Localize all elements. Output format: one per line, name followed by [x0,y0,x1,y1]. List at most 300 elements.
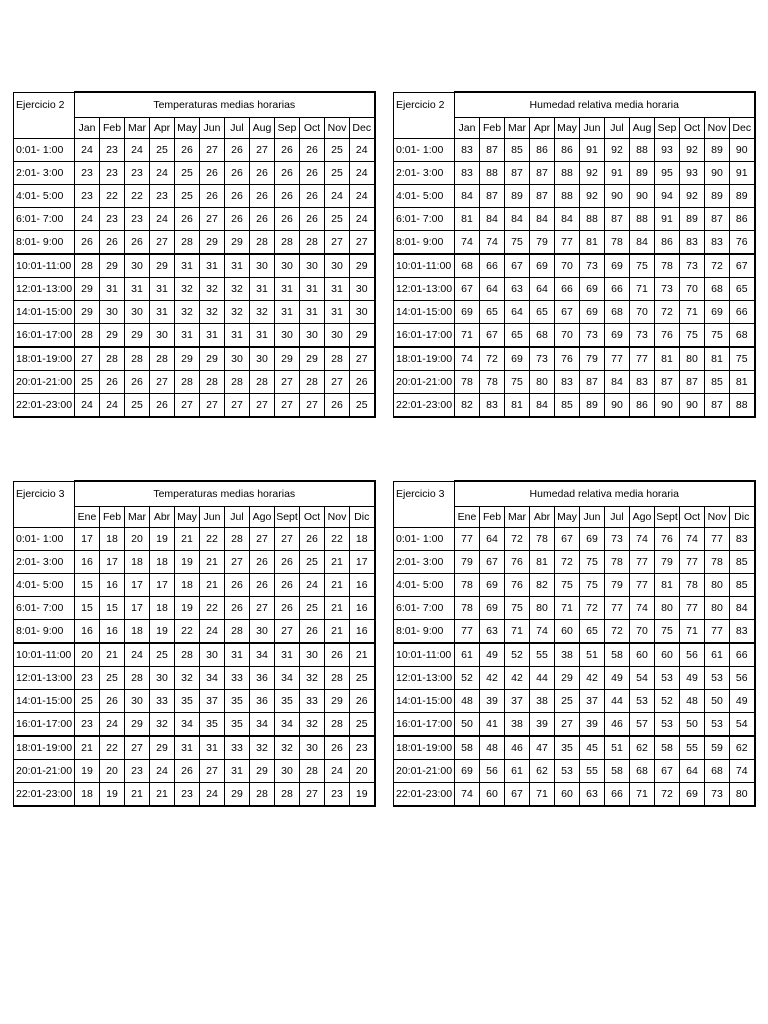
value-cell: 30 [275,760,300,783]
value-cell: 81 [505,394,530,418]
value-cell: 24 [150,162,175,185]
value-cell: 88 [480,162,505,185]
value-cell: 18 [175,574,200,597]
value-cell: 70 [555,254,580,278]
value-cell: 19 [175,551,200,574]
value-cell: 66 [555,278,580,301]
value-cell: 31 [275,301,300,324]
value-cell: 16 [350,597,375,620]
value-cell: 24 [75,208,100,231]
value-cell: 91 [730,162,755,185]
value-cell: 23 [75,185,100,208]
value-cell: 25 [350,667,375,690]
value-cell: 32 [300,713,325,737]
value-cell: 23 [125,760,150,783]
table-row [14,139,375,162]
month-header: Jun [580,118,605,139]
value-cell: 30 [350,301,375,324]
month-header: Jul [605,507,630,528]
value-cell: 64 [530,278,555,301]
value-cell: 21 [325,597,350,620]
value-cell: 93 [680,162,705,185]
value-cell: 32 [225,278,250,301]
value-cell: 32 [275,736,300,760]
value-cell: 25 [300,597,325,620]
value-cell: 21 [325,620,350,644]
value-cell: 53 [705,667,730,690]
value-cell: 39 [480,690,505,713]
hour-label: 2:01- 3:00 [14,551,75,574]
hour-label: 8:01- 9:00 [394,231,455,255]
value-cell: 73 [680,254,705,278]
value-cell: 71 [680,620,705,644]
value-cell: 55 [580,760,605,783]
value-cell: 17 [75,528,100,551]
value-cell: 77 [705,620,730,644]
value-cell: 29 [300,347,325,371]
value-cell: 31 [275,278,300,301]
value-cell: 18 [100,528,125,551]
value-cell: 75 [555,574,580,597]
value-cell: 84 [730,597,755,620]
value-cell: 29 [75,278,100,301]
value-cell: 74 [455,231,480,255]
value-cell: 80 [705,574,730,597]
table-row [394,347,755,371]
value-cell: 39 [530,713,555,737]
value-cell: 25 [125,394,150,418]
table-row [394,301,755,324]
value-cell: 54 [630,667,655,690]
value-cell: 35 [555,736,580,760]
value-cell: 87 [580,371,605,394]
value-cell: 27 [250,394,275,418]
value-cell: 78 [605,231,630,255]
value-cell: 26 [175,208,200,231]
value-cell: 26 [75,231,100,255]
table-row [394,783,755,807]
value-cell: 86 [530,139,555,162]
value-cell: 78 [480,371,505,394]
month-header: Oct [680,118,705,139]
value-cell: 31 [325,278,350,301]
value-cell: 24 [75,394,100,418]
value-cell: 90 [605,394,630,418]
value-cell: 27 [200,208,225,231]
value-cell: 18 [150,597,175,620]
value-cell: 26 [275,185,300,208]
value-cell: 65 [730,278,755,301]
table-row [14,371,375,394]
value-cell: 64 [480,528,505,551]
value-cell: 28 [125,347,150,371]
value-cell: 25 [555,690,580,713]
value-cell: 87 [505,162,530,185]
value-cell: 25 [300,551,325,574]
month-header: Feb [100,507,125,528]
value-cell: 31 [250,278,275,301]
value-cell: 19 [150,620,175,644]
value-cell: 81 [730,371,755,394]
value-cell: 31 [325,301,350,324]
value-cell: 89 [730,185,755,208]
value-cell: 21 [325,574,350,597]
value-cell: 28 [250,371,275,394]
value-cell: 25 [175,162,200,185]
value-cell: 72 [480,347,505,371]
hour-label: 18:01-19:00 [14,347,75,371]
value-cell: 26 [250,551,275,574]
value-cell: 16 [350,620,375,644]
value-cell: 89 [580,394,605,418]
value-cell: 48 [680,690,705,713]
value-cell: 26 [300,139,325,162]
value-cell: 89 [630,162,655,185]
value-cell: 75 [505,231,530,255]
value-cell: 61 [705,643,730,667]
value-cell: 32 [225,301,250,324]
value-cell: 27 [325,231,350,255]
value-cell: 17 [125,597,150,620]
value-cell: 66 [605,278,630,301]
value-cell: 85 [730,551,755,574]
value-cell: 26 [275,597,300,620]
value-cell: 65 [480,301,505,324]
value-cell: 89 [705,139,730,162]
value-cell: 21 [200,574,225,597]
month-header: May [555,118,580,139]
value-cell: 87 [530,162,555,185]
table-row [394,667,755,690]
month-header: Mar [505,118,530,139]
value-cell: 68 [455,254,480,278]
value-cell: 31 [225,760,250,783]
value-cell: 19 [100,783,125,807]
value-cell: 26 [200,162,225,185]
value-cell: 30 [125,690,150,713]
table-row [14,597,375,620]
value-cell: 18 [75,783,100,807]
value-cell: 28 [300,371,325,394]
hour-label: 12:01-13:00 [14,278,75,301]
hour-label: 6:01- 7:00 [14,597,75,620]
value-cell: 73 [655,278,680,301]
value-cell: 76 [555,347,580,371]
month-header: Aug [630,118,655,139]
value-cell: 90 [680,394,705,418]
value-cell: 26 [225,185,250,208]
value-cell: 75 [505,371,530,394]
value-cell: 26 [225,574,250,597]
value-cell: 27 [555,713,580,737]
value-cell: 77 [455,528,480,551]
hour-label: 6:01- 7:00 [14,208,75,231]
table-row [14,736,375,760]
month-header: Feb [100,118,125,139]
value-cell: 92 [605,139,630,162]
table-row [394,371,755,394]
value-cell: 26 [300,208,325,231]
hour-label: 18:01-19:00 [394,347,455,371]
value-cell: 77 [605,597,630,620]
value-cell: 29 [150,254,175,278]
value-cell: 26 [275,551,300,574]
value-cell: 84 [480,208,505,231]
table-row [394,760,755,783]
value-cell: 26 [175,139,200,162]
month-header: Sept [275,507,300,528]
hour-label: 22:01-23:00 [394,783,455,807]
value-cell: 28 [175,231,200,255]
value-cell: 80 [730,783,755,807]
month-header: Oct [300,118,325,139]
table-row [14,208,375,231]
value-cell: 21 [350,643,375,667]
value-cell: 21 [125,783,150,807]
value-cell: 78 [455,574,480,597]
value-cell: 49 [680,667,705,690]
exercise-label: Ejercicio 2 [14,92,75,118]
value-cell: 23 [150,185,175,208]
value-cell: 77 [680,597,705,620]
value-cell: 17 [350,551,375,574]
value-cell: 68 [705,278,730,301]
value-cell: 81 [655,347,680,371]
value-cell: 70 [680,278,705,301]
value-cell: 24 [150,760,175,783]
value-cell: 72 [580,597,605,620]
value-cell: 35 [175,690,200,713]
value-cell: 71 [630,783,655,807]
hour-label: 16:01-17:00 [14,324,75,348]
value-cell: 60 [555,620,580,644]
value-cell: 26 [275,574,300,597]
value-cell: 31 [250,324,275,348]
table-row [394,162,755,185]
value-cell: 67 [505,254,530,278]
value-cell: 31 [200,254,225,278]
hour-label: 12:01-13:00 [394,667,455,690]
table-row [394,690,755,713]
value-cell: 91 [580,139,605,162]
value-cell: 24 [125,139,150,162]
value-cell: 89 [680,208,705,231]
value-cell: 33 [150,690,175,713]
value-cell: 31 [125,278,150,301]
value-cell: 17 [125,574,150,597]
value-cell: 51 [605,736,630,760]
table-row [14,185,375,208]
table-row [14,551,375,574]
value-cell: 79 [605,574,630,597]
value-cell: 27 [75,347,100,371]
hour-label: 20:01-21:00 [14,760,75,783]
header-corner [14,118,75,139]
value-cell: 90 [705,162,730,185]
value-cell: 64 [480,278,505,301]
value-cell: 35 [200,713,225,737]
value-cell: 28 [250,783,275,807]
value-cell: 52 [655,690,680,713]
value-cell: 36 [250,690,275,713]
value-cell: 69 [705,301,730,324]
value-cell: 68 [630,760,655,783]
value-cell: 75 [580,551,605,574]
value-cell: 91 [655,208,680,231]
value-cell: 74 [630,597,655,620]
value-cell: 30 [275,254,300,278]
value-cell: 19 [350,783,375,807]
value-cell: 32 [175,278,200,301]
value-cell: 86 [555,139,580,162]
value-cell: 26 [225,162,250,185]
value-cell: 44 [530,667,555,690]
value-cell: 27 [275,528,300,551]
value-cell: 30 [250,254,275,278]
value-cell: 26 [225,208,250,231]
value-cell: 26 [325,643,350,667]
value-cell: 26 [100,690,125,713]
value-cell: 30 [225,347,250,371]
value-cell: 29 [100,324,125,348]
value-cell: 62 [630,736,655,760]
value-cell: 26 [300,528,325,551]
value-cell: 71 [455,324,480,348]
value-cell: 81 [530,551,555,574]
value-cell: 23 [125,208,150,231]
value-cell: 26 [275,208,300,231]
value-cell: 68 [705,760,730,783]
value-cell: 64 [680,760,705,783]
value-cell: 69 [680,783,705,807]
value-cell: 25 [150,643,175,667]
value-cell: 60 [655,643,680,667]
value-cell: 21 [200,551,225,574]
table-row [394,620,755,644]
value-cell: 76 [505,551,530,574]
value-cell: 33 [225,736,250,760]
value-cell: 77 [630,574,655,597]
month-header: Dec [350,118,375,139]
month-header: Oct [300,507,325,528]
hour-label: 22:01-23:00 [14,394,75,418]
month-header: Jul [605,118,630,139]
value-cell: 48 [455,690,480,713]
value-cell: 87 [655,371,680,394]
value-cell: 80 [680,347,705,371]
value-cell: 88 [630,139,655,162]
value-cell: 19 [75,760,100,783]
value-cell: 87 [705,394,730,418]
value-cell: 27 [350,347,375,371]
value-cell: 33 [300,690,325,713]
value-cell: 77 [555,231,580,255]
value-cell: 31 [300,301,325,324]
value-cell: 74 [730,760,755,783]
value-cell: 83 [455,139,480,162]
value-cell: 29 [555,667,580,690]
value-cell: 66 [480,254,505,278]
value-cell: 28 [100,347,125,371]
value-cell: 24 [100,713,125,737]
hour-label: 4:01- 5:00 [394,185,455,208]
temperature-table-ex3 [13,480,376,807]
table-row [14,301,375,324]
value-cell: 73 [530,347,555,371]
value-cell: 61 [505,760,530,783]
table-row [394,713,755,737]
value-cell: 86 [630,394,655,418]
value-cell: 28 [200,371,225,394]
value-cell: 37 [580,690,605,713]
value-cell: 73 [605,528,630,551]
value-cell: 32 [150,713,175,737]
value-cell: 55 [680,736,705,760]
value-cell: 53 [555,760,580,783]
value-cell: 68 [730,324,755,348]
value-cell: 69 [505,347,530,371]
value-cell: 71 [630,278,655,301]
value-cell: 32 [175,667,200,690]
value-cell: 70 [555,324,580,348]
month-header: Mar [505,507,530,528]
value-cell: 71 [555,597,580,620]
value-cell: 74 [455,347,480,371]
value-cell: 18 [125,620,150,644]
table-row [394,278,755,301]
table-title: Humedad relativa media horaria [455,481,755,507]
value-cell: 31 [175,736,200,760]
hour-label: 0:01- 1:00 [14,528,75,551]
month-header: May [175,118,200,139]
value-cell: 58 [605,643,630,667]
value-cell: 21 [325,551,350,574]
value-cell: 79 [530,231,555,255]
value-cell: 80 [655,597,680,620]
value-cell: 83 [455,162,480,185]
value-cell: 27 [250,139,275,162]
value-cell: 15 [75,597,100,620]
value-cell: 28 [75,324,100,348]
value-cell: 53 [655,713,680,737]
hour-label: 6:01- 7:00 [394,208,455,231]
value-cell: 71 [680,301,705,324]
value-cell: 34 [175,713,200,737]
value-cell: 60 [480,783,505,807]
value-cell: 61 [455,643,480,667]
value-cell: 77 [630,551,655,574]
value-cell: 27 [125,736,150,760]
value-cell: 90 [630,185,655,208]
value-cell: 56 [730,667,755,690]
value-cell: 29 [150,736,175,760]
value-cell: 74 [455,783,480,807]
value-cell: 27 [200,139,225,162]
value-cell: 39 [580,713,605,737]
value-cell: 87 [530,185,555,208]
value-cell: 84 [505,208,530,231]
value-cell: 54 [730,713,755,737]
value-cell: 23 [100,208,125,231]
value-cell: 52 [455,667,480,690]
value-cell: 28 [275,783,300,807]
hour-label: 4:01- 5:00 [14,574,75,597]
value-cell: 69 [580,278,605,301]
value-cell: 72 [505,528,530,551]
value-cell: 75 [680,324,705,348]
value-cell: 79 [580,347,605,371]
value-cell: 27 [275,394,300,418]
